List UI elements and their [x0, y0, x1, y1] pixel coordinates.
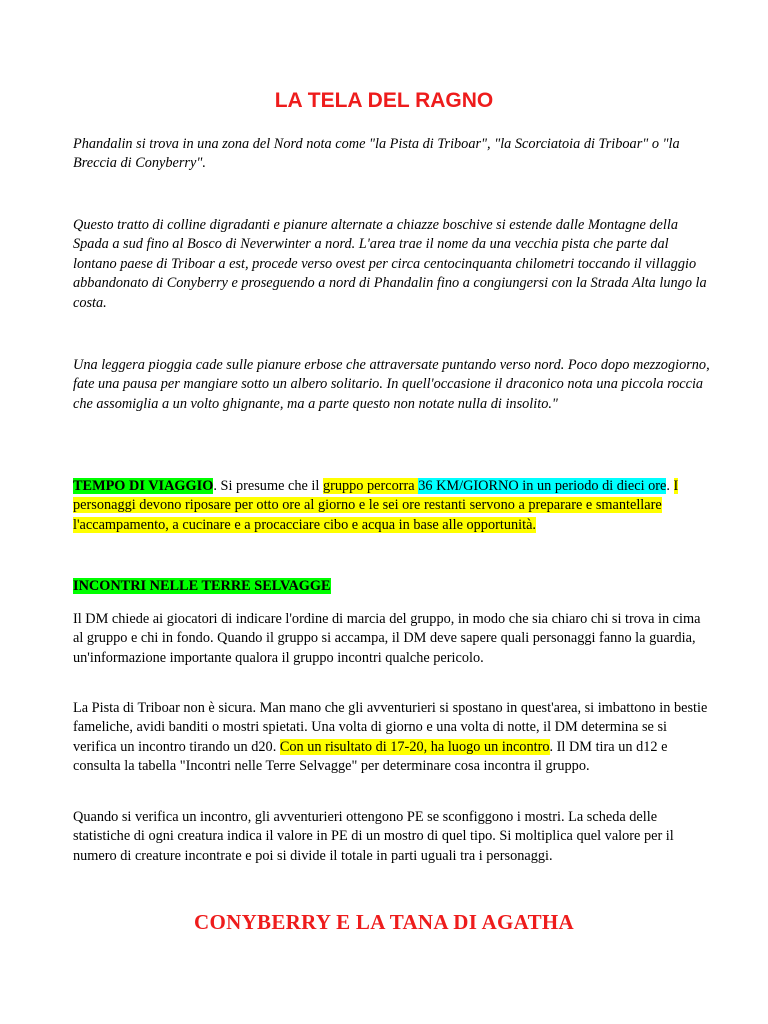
document-title: LA TELA DEL RAGNO [274, 89, 494, 112]
description-paragraph: Questo tratto di colline digradanti e pianure alternate a chiazze boschive si estende dalle Montagne della Spada a sud fino al Bosco di Neverwinter a nord. L'area trae il nome da una vecchia pista che parte dal lontano paese di Triboar a est, procede verso ovest per circa centocinquanta chilometri toccando il villaggio abbandonato di Conyberry e proseguendo a nord di Phandalin fino a congiungersi con la Strada Alta lungo la costa. [73, 217, 707, 311]
encounters-heading-text: INCONTRI NELLE TERRE SELVAGGE [73, 578, 331, 594]
encounters-heading [73, 577, 331, 596]
travel-highlight-rest: I personaggi devono riposare per otto ore al giorno e le sei ore restanti servono a preparare e smantellare l'accampamento, a cucinare e a procacciare cibo e acqua in base alle opportunità. [73, 478, 679, 533]
travel-highlight-yellow: gruppo percorra [322, 478, 419, 494]
travel-text: . Si presume che il [213, 478, 323, 494]
intro-paragraph: Phandalin si trova in una zona del Nord nota come "la Pista di Triboar", "la Scorciatoia di Triboar" o "la Breccia di Conyberry". [73, 136, 680, 172]
encounters-paragraph-3: Quando si verifica un incontro, gli avventurieri ottengono PE se sconfiggono i mostri. La scheda delle statistiche di ogni creatura indica il valore in PE di un mostro di quel tipo. Si moltiplica quel valore per il numero di creature incontrate e poi si divide il totale in parti uguali tra i personaggi. [73, 809, 674, 864]
travel-separator: . [666, 478, 674, 494]
narration-paragraph: Una leggera pioggia cade sulle pianure erbose che attraversate puntando verso nord. Poco dopo mezzogiorno, fate una pausa per mangiare sotto un albero solitario. In quell'occasione il draconico nota una piccola roccia che assomiglia a un volto ghignante, ma a parte questo non notate nulla di insolito." [73, 357, 710, 412]
travel-paragraph [73, 477, 713, 535]
encounters-p2-after: . Il DM tira un d12 e consulta la tabella "Incontri nelle Terre Selvagge" per determinare cosa incontra il gruppo. [73, 738, 668, 775]
encounters-p2-highlight: Con un risultato di 17-20, ha luogo un incontro [279, 738, 550, 755]
encounters-paragraph-1: Il DM chiede ai giocatori di indicare l'ordine di marcia del gruppo, in modo che sia chiaro chi si trova in cima al gruppo e chi in fondo. Quando il gruppo si accampa, il DM deve sapere quali personaggi fanno la guardia, un'informazione importante qualora il gruppo incontri qualche pericolo. [73, 611, 701, 666]
travel-label: TEMPO DI VIAGGIO [73, 478, 214, 494]
encounters-p2-before: La Pista di Triboar non è sicura. Man mano che gli avventurieri si spostano in quest'area, si imbattono in bestie fameliche, avidi banditi o mostri spietati. Una volta di giorno e una volta di notte, il DM determina se si verifica un incontro tirando un d20. [73, 700, 708, 755]
travel-highlight-cyan: 36 KM/GIORNO in un periodo di dieci ore [418, 478, 667, 494]
encounters-paragraph-2 [73, 699, 713, 777]
section-title: CONYBERRY E LA TANA DI AGATHA [194, 910, 574, 934]
